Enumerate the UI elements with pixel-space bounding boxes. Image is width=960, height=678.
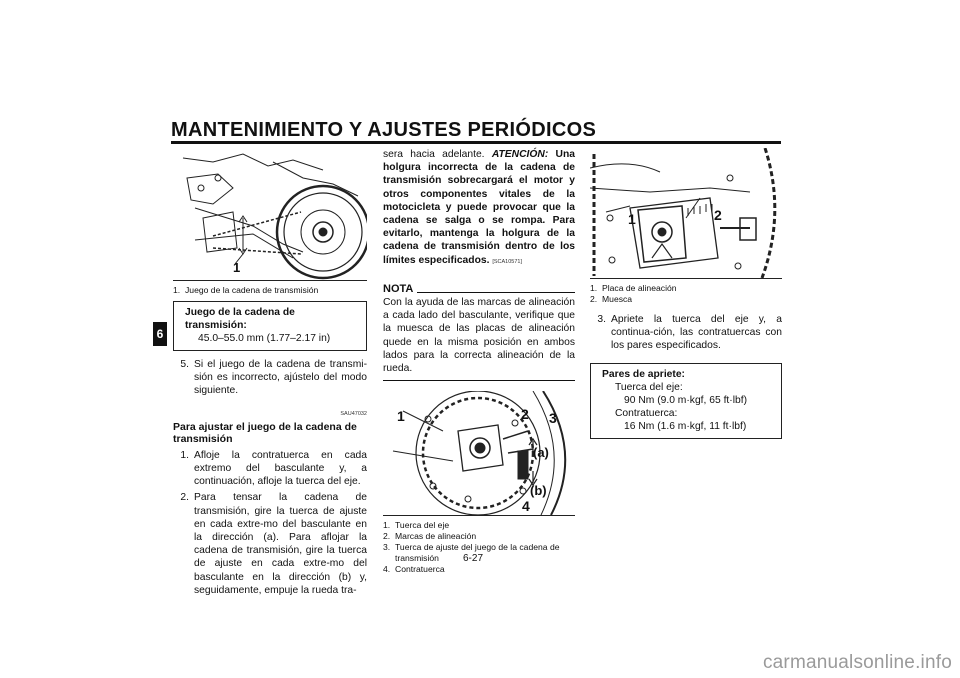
step-text: Apriete la tuerca del eje y, a continua-ción, las contratuercas con los pares especificados. — [611, 314, 782, 352]
chain-slack-figure — [173, 148, 367, 281]
caption-text: Tuerca de ajuste del juego de la cadena de transmisión — [395, 542, 560, 564]
caution-text: Una holgura incorrecta de la cadena de transmisión sobrecargará el motor y otros componentes vitales de la motocicleta y puede provocar que la cadena se salga o se rompa. Para evitarlo, mantenga la holgura de la cadena de transmisión dentro de los límites especificados. — [383, 149, 575, 266]
watermark: carmanualsonline.info — [762, 652, 952, 673]
caption-text: Placa de alineación — [602, 283, 677, 293]
spec-value: 45.0–55.0 mm (1.77–2.17 in) — [198, 333, 331, 344]
chapter-tab: 6 — [153, 322, 167, 346]
page-title: MANTENIMIENTO Y AJUSTES PERIÓDICOS — [171, 119, 597, 141]
caption-number: 1. — [383, 520, 391, 531]
step-number: 1. — [180, 449, 189, 461]
figure3-captions — [590, 283, 782, 305]
spec-title: Juego de la cadena de transmisión: — [185, 307, 295, 331]
rear-wheel-illustration — [173, 148, 367, 280]
step-text: Para tensar la cadena de transmisión, gire la tuerca de ajuste en cada extre-mo del basculante en la dirección (a). Para aflojar la cadena de transmisión, gire la tuerca de ajuste en cada extre-mo del basculante en la dirección (b) y, seguidamente, empuje la rueda tra- — [194, 492, 367, 596]
torque-spec-box — [590, 363, 782, 439]
caption-item — [383, 564, 575, 575]
column-1 — [173, 148, 367, 597]
swingarm-adjuster-illustration — [383, 391, 575, 515]
alignment-plate-figure — [590, 148, 782, 279]
figure1-callout-1: 1 — [233, 260, 241, 275]
step-number: 5. — [180, 359, 189, 370]
caption-item — [590, 283, 782, 294]
note-title: NOTA — [383, 282, 414, 295]
caption-item — [590, 294, 782, 305]
step-number: 3. — [597, 314, 606, 325]
note-text: Con la ayuda de las marcas de alineación a cada lado del basculante, verifique que la muesca de las placas de alineación quede en la misma posición en ambos lados para la correcta alineación de la rueda. — [383, 297, 575, 375]
reference-code: [SCA10571] — [492, 258, 522, 265]
chain-slack-spec-box — [173, 301, 367, 351]
title-rule — [171, 141, 781, 144]
note-heading — [383, 283, 575, 296]
step-1 — [173, 449, 367, 489]
section-heading: Para ajustar el juego de la cadena de transmisión — [173, 420, 357, 446]
figure2-callout-1: 1 — [397, 408, 405, 425]
step-text: Si el juego de la cadena de transmi-sión es incorrecto, ajústelo del modo siguiente. — [194, 359, 367, 397]
figure2-callout-3: 3 — [549, 410, 557, 427]
caption-text: Contratuerca — [395, 564, 445, 575]
caption-text: Muesca — [602, 294, 633, 304]
figure2-callout-2: 2 — [521, 406, 529, 423]
caption-text: Marcas de alineación — [395, 531, 477, 542]
caption-number: 1. — [590, 283, 598, 293]
figure2-callout-b: (b) — [530, 483, 547, 499]
caution-heading: ATENCIÓN: — [491, 149, 549, 160]
figure3-callout-1: 1 — [628, 211, 636, 227]
continuation-text: sera hacia adelante. — [383, 149, 485, 160]
reference-code: SAU47032 — [340, 410, 367, 417]
caution-paragraph — [383, 148, 575, 269]
step-5 — [173, 358, 367, 398]
figure1-captions — [173, 285, 367, 296]
caption-number: 2. — [590, 294, 598, 304]
figure2-callout-a: (a) — [533, 445, 549, 461]
spec-title: Pares de apriete: — [602, 368, 685, 380]
step-3 — [590, 313, 782, 353]
figure2-captions — [383, 520, 575, 575]
caption-item — [383, 520, 575, 531]
step-2 — [173, 491, 367, 597]
caption-number: 4. — [383, 564, 391, 575]
figure3-callout-2: 2 — [714, 207, 722, 223]
axle-nut-label: Tuerca del eje: — [615, 381, 683, 393]
alignment-figure — [383, 391, 575, 516]
page-number: 6-27 — [463, 553, 484, 564]
locknut-value: 16 Nm (1.6 m·kgf, 11 ft·lbf) — [624, 420, 747, 432]
caption-text: Juego de la cadena de transmisión — [185, 285, 319, 295]
caption-number: 2. — [383, 531, 391, 542]
axle-nut-value: 90 Nm (9.0 m·kgf, 65 ft·lbf) — [624, 394, 748, 406]
caption-item — [173, 285, 367, 296]
alignment-plate-illustration — [590, 148, 782, 278]
step-text: Afloje la contratuerca en cada extremo del basculante y, a continuación, afloje la tuerca del eje. — [194, 449, 367, 488]
note-end-rule — [383, 375, 575, 381]
caption-text: Tuerca del eje — [395, 520, 450, 531]
caption-item — [383, 531, 575, 542]
figure2-callout-4: 4 — [522, 498, 530, 515]
caption-number: 3. — [383, 542, 391, 553]
caption-number: 1. — [173, 285, 181, 295]
note-rule — [417, 292, 575, 293]
locknut-label: Contratuerca: — [615, 407, 678, 419]
column-2 — [383, 148, 575, 575]
step-number: 2. — [180, 492, 189, 504]
column-3 — [590, 148, 782, 439]
